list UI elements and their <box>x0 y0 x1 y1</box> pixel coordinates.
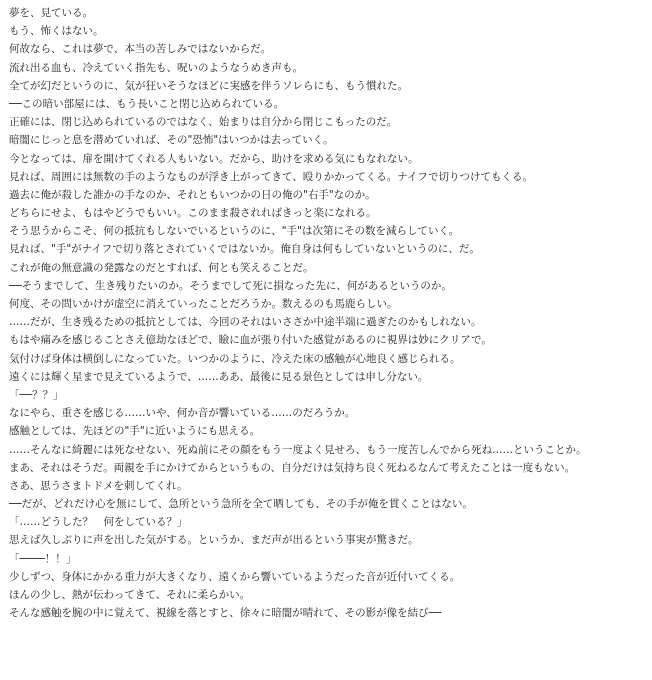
text-line: どちらにせよ、もはやどうでもいい。このまま殺されればきっと楽になれる。 <box>9 207 377 220</box>
text-line: ほんの少し、熱が伝わってきて、それに柔らかい。 <box>9 589 251 601</box>
text-line: そんな感触を腕の中に覚えて、視線を落とすと、徐々に暗闇が晴れて、その影が像を結び── <box>9 607 442 620</box>
text-line: 見れば、"手"がナイフで切り落とされていくではないか。俺自身は何もしていないというのに、だ。 <box>9 243 480 256</box>
text-line: 流れ出る血も、冷えていく指先も、呪いのようなうめき声も。 <box>9 61 303 74</box>
text-line: もう、怖くはない。 <box>9 25 104 38</box>
text-line: ──そうまでして、生き残りたいのか。そうまでして死に損なった先に、何があるというのか。 <box>9 279 452 292</box>
text-line: 感触としては、先ほどの"手"に近いようにも思える。 <box>9 425 261 438</box>
text-line: 「────！！」 <box>9 552 77 565</box>
text-line: そう思うからこそ、何の抵抗もしないでいるというのに、"手"は次第にその数を減らしていく。 <box>9 225 460 238</box>
text-line: さあ、思うさまトドメを刺してくれ。 <box>9 479 188 492</box>
text-line: 今となっては、扉を開けてくれる人もいない。だから、助けを求める気にもなれない。 <box>9 152 419 165</box>
text-line: ──この暗い部屋には、もう長いこと閉じ込められている。 <box>9 97 285 110</box>
text-line: 夢を、見ている。 <box>9 7 93 19</box>
text-line: 気付けば身体は横倒しになっていた。いつかのように、冷えた床の感触が心地良く感じられる。 <box>9 352 461 365</box>
text-line: 見れば、周囲には無数の手のようなものが浮き上がってきて、殴りかかってくる。ナイフで切りつけてもくる。 <box>9 170 534 183</box>
text-line: 遠くには輝く星まで見えているようで、……ああ、最後に見る景色としては申し分ない。 <box>9 370 429 383</box>
text-line: 「──？？」 <box>9 388 64 401</box>
text-line: まあ、それはそうだ。両親を手にかけてからというもの、自分だけは気持ち良く死ねるなんて考えたことは一度もない。 <box>9 461 576 474</box>
text-line: 正確には、閉じ込められているのではなく、始まりは自分から閉じこもったのだ。 <box>9 116 398 129</box>
text-line: 何故なら、これは夢で、本当の苦しみではないからだ。 <box>9 43 272 56</box>
story-text <box>9 4 645 622</box>
text-line: 何度、その問いかけが虚空に消えていったことだろうか。数えるのも馬鹿らしい。 <box>9 298 398 310</box>
text-line: 「……どうした？ 何をしている？」 <box>9 516 188 529</box>
text-line: ……だが、生き残るための抵抗としては、今回のそれはいささか中途半端に過ぎたのかもしれない。 <box>9 316 482 329</box>
text-line: もはや痛みを感じることさえ億劫なほどで、瞼に血が張り付いた感覚があるのに視界は妙にクリアで。 <box>9 334 492 347</box>
text-line: ──だが、どれだけ心を無にして、急所という急所を全て晒しても、その手が俺を貫くことはない。 <box>9 498 473 511</box>
text-line: 思えば久しぶりに声を出した気がする。というか、まだ声が出るという事実が驚きだ。 <box>9 534 419 547</box>
text-line: 過去に俺が殺した誰かの手なのか、それともいつかの日の俺の"右手"なのか。 <box>9 188 376 201</box>
text-line: 少しずつ、身体にかかる重力が大きくなり、遠くから響いているようだった音が近付いてくる。 <box>9 570 461 583</box>
text-line: なにやら、重さを感じる……いや、何か音が響いている……のだろうか。 <box>9 407 356 420</box>
text-line: 暗闇にじっと息を潜めていれば、その"恐怖"はいつかは去っていく。 <box>9 134 334 147</box>
text-line: ……そんなに綺麗には死なせない、死ぬ前にその顔をもう一度よく見せろ、もう一度苦しんでから死ね……ということか。 <box>9 443 587 456</box>
text-line: 全てが幻だというのに、気が狂いそうなほどに実感を伴うソレらにも、もう慣れた。 <box>9 79 408 92</box>
text-line: これが俺の無意識の発露なのだとすれば、何とも笑えることだ。 <box>9 261 314 274</box>
